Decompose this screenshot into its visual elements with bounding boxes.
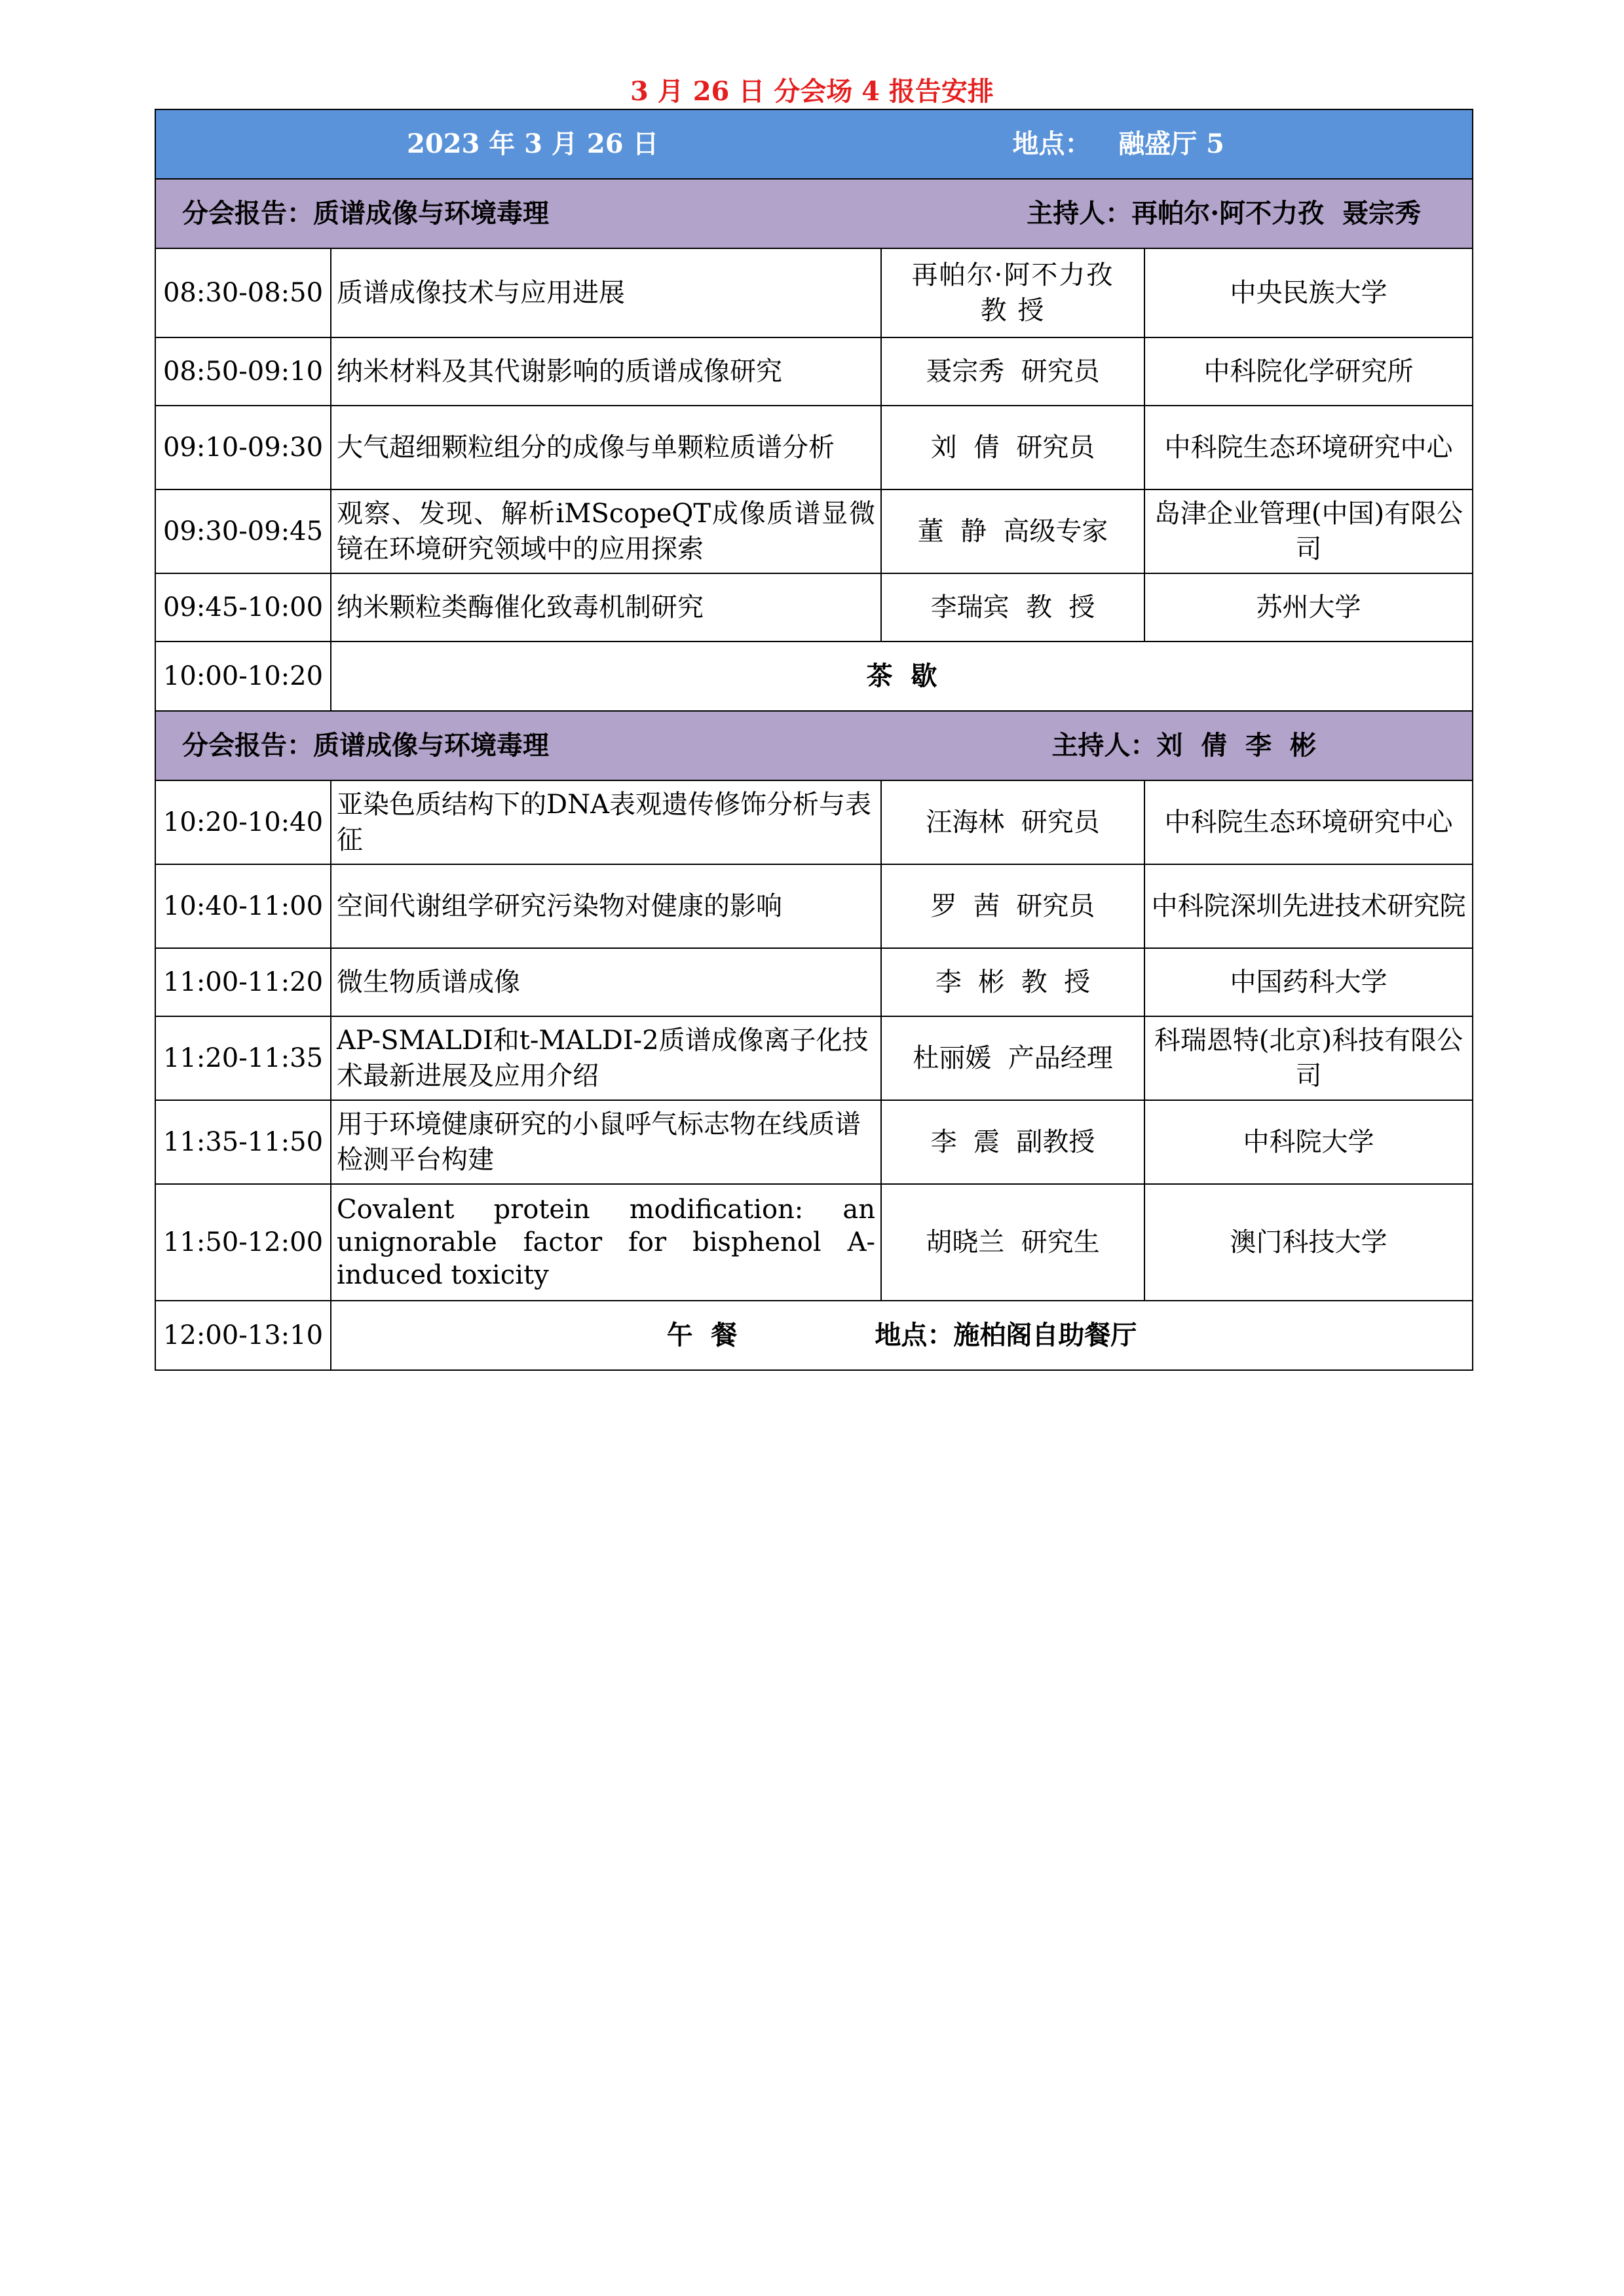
- table-row: [155, 406, 1473, 489]
- affiliation-cell: 中科院化学研究所: [1144, 337, 1473, 406]
- time-cell: 08:30-08:50: [155, 248, 331, 337]
- table-row: [155, 1100, 1473, 1184]
- topic-cell: Covalent protein modification: an unignorable factor for bisphenol A-induced toxicity: [331, 1184, 881, 1301]
- speaker-cell: 李 彬 教 授: [881, 948, 1144, 1016]
- page-title: 3 月 26 日 分会场 4 报告安排: [630, 76, 994, 107]
- lunch-row: [155, 1301, 1473, 1370]
- table-row: [155, 573, 1473, 641]
- section-label: 分会报告：质谱成像与环境毒理: [182, 730, 549, 761]
- section-header-2: [155, 711, 1473, 780]
- table-row: [155, 1016, 1473, 1100]
- time-cell: 09:30-09:45: [155, 489, 331, 573]
- lunch-location: 地点：施柏阁自助餐厅: [875, 1320, 1137, 1350]
- speaker-cell: 罗 茜 研究员: [881, 864, 1144, 948]
- affiliation-cell: 中央民族大学: [1144, 248, 1473, 337]
- topic-cell: 纳米材料及其代谢影响的质谱成像研究: [331, 337, 881, 406]
- table-row: [155, 489, 1473, 573]
- session-venue: [1012, 126, 1467, 162]
- time-cell: 11:00-11:20: [155, 948, 331, 1016]
- affiliation-cell: 苏州大学: [1144, 573, 1473, 641]
- section-host: 主持人：刘 倩 李 彬: [1051, 730, 1316, 761]
- time-cell: 10:20-10:40: [155, 780, 331, 864]
- time-cell: 09:45-10:00: [155, 573, 331, 641]
- speaker-cell: 刘 倩 研究员: [881, 406, 1144, 489]
- table-row: [155, 780, 1473, 864]
- affiliation-cell: 中科院生态环境研究中心: [1144, 780, 1473, 864]
- table-row: [155, 1184, 1473, 1301]
- speaker-cell: 聂宗秀 研究员: [881, 337, 1144, 406]
- section-header-1: [155, 179, 1473, 248]
- affiliation-cell: 科瑞恩特(北京)科技有限公司: [1144, 1016, 1473, 1100]
- lunch-cell: [331, 1301, 1473, 1370]
- time-cell: 11:50-12:00: [155, 1184, 331, 1301]
- topic-cell: 用于环境健康研究的小鼠呼气标志物在线质谱检测平台构建: [331, 1100, 881, 1184]
- speaker-cell: 董 静 高级专家: [881, 489, 1144, 573]
- topic-cell: 纳米颗粒类酶催化致毒机制研究: [331, 573, 881, 641]
- schedule-table: [155, 109, 1473, 1371]
- session-date: 2023 年 3 月 26 日: [407, 128, 659, 159]
- lunch-label: 午 餐: [666, 1320, 738, 1350]
- topic-cell: 空间代谢组学研究污染物对健康的影响: [331, 864, 881, 948]
- speaker-cell: 李 震 副教授: [881, 1100, 1144, 1184]
- topic-cell: 质谱成像技术与应用进展: [331, 248, 881, 337]
- speaker-cell: 再帕尔·阿不力孜 教 授: [881, 248, 1144, 337]
- header-row: [155, 109, 1473, 179]
- time-cell: 12:00-13:10: [155, 1301, 331, 1370]
- speaker-cell: 李瑞宾 教 授: [881, 573, 1144, 641]
- table-row: [155, 248, 1473, 337]
- affiliation-cell: 中科院深圳先进技术研究院: [1144, 864, 1473, 948]
- section-host: 主持人：再帕尔·阿不力孜 聂宗秀: [1027, 198, 1421, 229]
- time-cell: 10:40-11:00: [155, 864, 331, 948]
- speaker-cell: 胡晓兰 研究生: [881, 1184, 1144, 1301]
- time-cell: 09:10-09:30: [155, 406, 331, 489]
- table-row: [155, 864, 1473, 948]
- tea-break-row: [155, 641, 1473, 711]
- venue-name: 融盛厅 5: [1118, 128, 1224, 159]
- time-cell: 10:00-10:20: [155, 641, 331, 711]
- section-label: 分会报告：质谱成像与环境毒理: [182, 198, 549, 229]
- affiliation-cell: 中科院生态环境研究中心: [1144, 406, 1473, 489]
- time-cell: 11:35-11:50: [155, 1100, 331, 1184]
- speaker-cell: 杜丽媛 产品经理: [881, 1016, 1144, 1100]
- time-cell: 11:20-11:35: [155, 1016, 331, 1100]
- table-row: [155, 948, 1473, 1016]
- affiliation-cell: 岛津企业管理(中国)有限公司: [1144, 489, 1473, 573]
- topic-cell: 亚染色质结构下的DNA表观遗传修饰分析与表征: [331, 780, 881, 864]
- topic-cell: AP-SMALDI和t-MALDI-2质谱成像离子化技术最新进展及应用介绍: [331, 1016, 881, 1100]
- affiliation-cell: 中科院大学: [1144, 1100, 1473, 1184]
- tea-break-label: 茶 歇: [331, 641, 1473, 711]
- time-cell: 08:50-09:10: [155, 337, 331, 406]
- affiliation-cell: 澳门科技大学: [1144, 1184, 1473, 1301]
- topic-cell: 观察、发现、解析iMScopeQT成像质谱显微镜在环境研究领域中的应用探索: [331, 489, 881, 573]
- topic-cell: 微生物质谱成像: [331, 948, 881, 1016]
- topic-cell: 大气超细颗粒组分的成像与单颗粒质谱分析: [331, 406, 881, 489]
- speaker-cell: 汪海林 研究员: [881, 780, 1144, 864]
- affiliation-cell: 中国药科大学: [1144, 948, 1473, 1016]
- table-row: [155, 337, 1473, 406]
- venue-label: 地点：: [1012, 128, 1091, 159]
